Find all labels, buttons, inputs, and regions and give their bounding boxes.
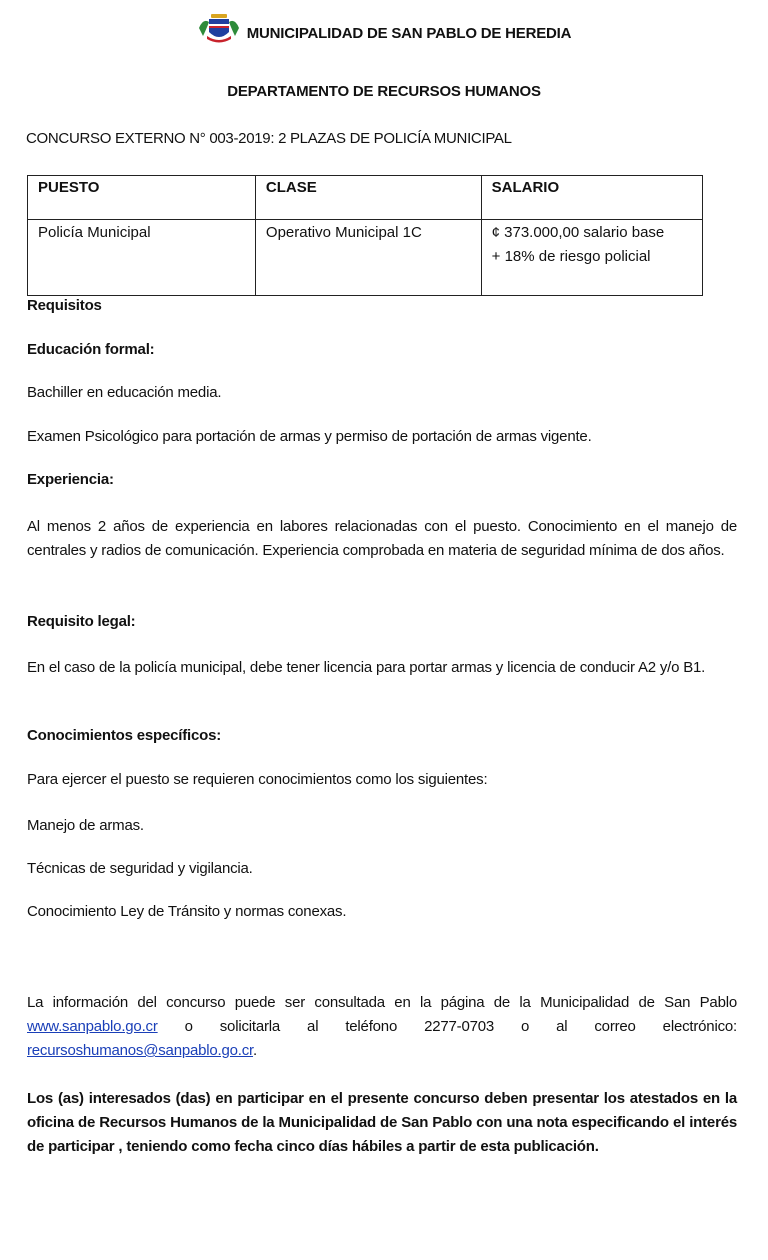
education-heading: Educación formal: <box>27 341 155 358</box>
column-header-puesto: PUESTO <box>28 176 256 220</box>
knowledge-item-1: Manejo de armas. <box>27 817 144 834</box>
cell-clase: Operativo Municipal 1C <box>255 220 481 296</box>
experience-heading: Experiencia: <box>27 471 114 488</box>
column-header-clase: CLASE <box>255 176 481 220</box>
document-header <box>0 22 768 44</box>
knowledge-heading: Conocimientos específicos: <box>27 727 222 744</box>
legal-text: En el caso de la policía municipal, debe tener licencia para portar armas y licencia de conducir A2 y/o B1. <box>27 659 706 676</box>
contest-title: CONCURSO EXTERNO N° 003-2019: 2 PLAZAS DE POLICÍA MUNICIPAL <box>26 130 512 147</box>
table-header-row <box>28 176 703 220</box>
salary-risk: + 18% de riesgo policial <box>491 248 651 265</box>
legal-heading: Requisito legal: <box>27 613 136 630</box>
knowledge-item-3: Conocimiento Ley de Tránsito y normas conexas. <box>27 903 347 920</box>
knowledge-intro: Para ejercer el puesto se requieren conocimientos como los siguientes: <box>27 771 488 788</box>
department-title: DEPARTAMENTO DE RECURSOS HUMANOS <box>227 83 541 100</box>
education-item-2: Examen Psicológico para portación de armas y permiso de portación de armas vigente. <box>27 428 592 445</box>
contact-info <box>27 991 737 1063</box>
email-link[interactable]: recursoshumanos@sanpablo.go.cr <box>27 1042 254 1059</box>
table-row <box>28 220 703 296</box>
contact-text-end: . <box>253 1042 257 1059</box>
municipal-emblem-icon <box>197 12 241 44</box>
cell-puesto: Policía Municipal <box>28 220 256 296</box>
organization-name: MUNICIPALIDAD DE SAN PABLO DE HEREDIA <box>246 24 572 42</box>
knowledge-item-2: Técnicas de seguridad y vigilancia. <box>27 860 253 877</box>
website-link[interactable]: www.sanpablo.go.cr <box>27 1018 158 1035</box>
column-header-salario: SALARIO <box>481 176 702 220</box>
contact-text-1: La información del concurso puede ser consultada en la página de la Municipalidad de San Pablo <box>27 994 737 1011</box>
contact-text-2: o solicitarla al teléfono 2277-0703 o al correo electrónico: <box>157 1018 737 1035</box>
cell-salario <box>481 220 702 296</box>
closing-notice: Los (as) interesados (das) en participar en el presente concurso deben presentar los atestados en la oficina de Recursos Humanos de la Municipalidad de San Pablo con una nota especificando el interés de participar , teniendo como fecha cinco días hábiles a partir de esta publicación. <box>27 1090 737 1155</box>
salary-base: ¢ 373.000,00 salario base <box>491 224 665 241</box>
requirements-heading: Requisitos <box>27 297 102 314</box>
positions-table <box>27 175 703 296</box>
experience-text: Al menos 2 años de experiencia en labores relacionadas con el puesto. Conocimiento en el manejo de centrales y radios de comunicación. Experiencia comprobada en materia de seguridad mínima de dos años. <box>27 518 737 559</box>
education-item-1: Bachiller en educación media. <box>27 384 222 401</box>
